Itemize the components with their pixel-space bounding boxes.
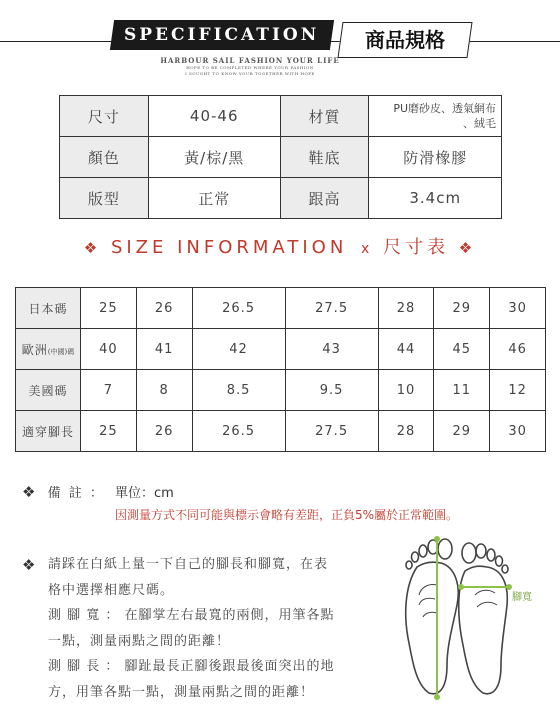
instruction-line: 測 腳 長 ： 腳趾最長正腳後跟最後面突出的地: [48, 654, 380, 680]
instruction-line: 測 腳 寬 ： 在腳掌左右最寬的兩側，用筆各點: [48, 603, 380, 629]
width-measure-line: [458, 584, 512, 590]
size-row-label-text: 歐洲: [22, 343, 48, 357]
size-cell: 28: [378, 288, 434, 329]
header-rule-left: [0, 41, 112, 42]
size-cell: 30: [490, 411, 546, 452]
size-cell: 46: [490, 329, 546, 370]
instruction-line: 請踩在白紙上量一下自己的腳長和腳寬，在表: [48, 552, 380, 578]
size-cell: 27.5: [285, 288, 378, 329]
spec-title-banner: [110, 20, 334, 50]
size-row-label: [16, 370, 81, 411]
size-cell: 43: [285, 329, 378, 370]
remark-label: 備 註 ：: [48, 486, 105, 501]
spec-label: 跟高: [280, 178, 369, 219]
size-cell: 26: [136, 411, 192, 452]
spec-value: 3.4cm: [369, 178, 502, 219]
tagline-sub2: I SOUGHT TO KNOW YOUR TOGETHER WITH HOPE: [150, 71, 350, 77]
unit-text: 單位：cm: [115, 486, 174, 501]
spec-label: 顏色: [60, 137, 149, 178]
size-row-label-text: 適穿腳長: [22, 425, 74, 439]
size-cell: 30: [490, 288, 546, 329]
spec-value: 防滑橡膠: [369, 137, 502, 178]
instruction-bullet: [22, 556, 43, 574]
size-cell: 41: [136, 329, 192, 370]
size-row-label: [16, 411, 81, 452]
size-info-title-x: x: [361, 241, 369, 257]
tolerance-note: 因測量方式不同可能與標示會略有差距，正負5%屬於正常範圍。: [115, 506, 458, 523]
size-info-title-cn: 尺寸表: [383, 237, 449, 258]
spec-row: [60, 137, 502, 178]
instruction-line: 格中選擇相應尺碼。: [48, 578, 380, 604]
diamond-icon: ❖: [84, 239, 101, 257]
spec-value: 40-46: [148, 96, 280, 137]
instruction-line: 方，用筆各點一點，測量兩點之間的距離！: [48, 680, 380, 705]
cn-title-banner: [337, 22, 472, 58]
spec-value-material: [369, 96, 502, 137]
size-cell: 26: [136, 288, 192, 329]
tagline-sub1: HOPE TO BE COMPLETED WHERE YOUR FASHION: [150, 65, 350, 71]
size-cell: 45: [434, 329, 490, 370]
spec-value: 正常: [148, 178, 280, 219]
size-row: [16, 288, 546, 329]
size-row-label: [16, 329, 81, 370]
size-cell: 26.5: [192, 411, 285, 452]
size-info-title: [0, 233, 560, 259]
spec-label: 尺寸: [60, 96, 149, 137]
tagline-main: HARBOUR SAIL FASHION YOUR LIFE: [150, 56, 350, 65]
instruction-line: 一點，測量兩點之間的距離！: [48, 629, 380, 655]
spec-label: 版型: [60, 178, 149, 219]
instruction-text: [48, 552, 380, 705]
foot-measure-illustration: [395, 525, 555, 700]
spec-label: 鞋底: [280, 137, 369, 178]
spec-value: 黃/棕/黑: [148, 137, 280, 178]
size-cell: 29: [434, 288, 490, 329]
size-cell: 40: [81, 329, 137, 370]
material-text: PU磨砂皮、透氣網布 、絨毛: [370, 101, 500, 131]
size-row: [16, 411, 546, 452]
remark-line: [22, 482, 174, 501]
size-table: [15, 287, 546, 452]
size-cell: 29: [434, 411, 490, 452]
size-row-label-text: 美國碼: [28, 384, 67, 398]
size-cell: 25: [81, 288, 137, 329]
size-cell: 25: [81, 411, 137, 452]
spec-row: [60, 96, 502, 137]
size-row: [16, 329, 546, 370]
spec-table: [59, 95, 502, 219]
header-rule-right: [468, 41, 560, 42]
size-cell: 8.5: [192, 370, 285, 411]
size-info-title-en: SIZE INFORMATION: [111, 237, 347, 258]
right-foot-icon: [459, 543, 508, 694]
tagline: [150, 56, 350, 77]
size-cell: 27.5: [285, 411, 378, 452]
size-cell: 28: [378, 411, 434, 452]
diamond-icon: ❖: [22, 556, 35, 574]
length-measure-line: [434, 536, 440, 700]
size-row-label: [16, 288, 81, 329]
diamond-icon: ❖: [22, 483, 35, 501]
size-row-label-sub: (中國)碼: [48, 348, 74, 356]
size-cell: 44: [378, 329, 434, 370]
cn-title: 商品規格: [365, 23, 445, 57]
spec-row: [60, 178, 502, 219]
size-row-label-text: 日本碼: [28, 302, 67, 316]
diamond-icon: ❖: [459, 239, 476, 257]
size-cell: 10: [378, 370, 434, 411]
size-row: [16, 370, 546, 411]
spec-title: SPECIFICATION: [124, 20, 319, 50]
foot-width-label: 腳寬: [512, 588, 532, 603]
size-cell: 11: [434, 370, 490, 411]
spec-label: 材質: [280, 96, 369, 137]
size-cell: 8: [136, 370, 192, 411]
left-foot-icon: [406, 539, 458, 694]
size-cell: 26.5: [192, 288, 285, 329]
size-cell: 12: [490, 370, 546, 411]
size-cell: 7: [81, 370, 137, 411]
size-cell: 9.5: [285, 370, 378, 411]
size-cell: 42: [192, 329, 285, 370]
